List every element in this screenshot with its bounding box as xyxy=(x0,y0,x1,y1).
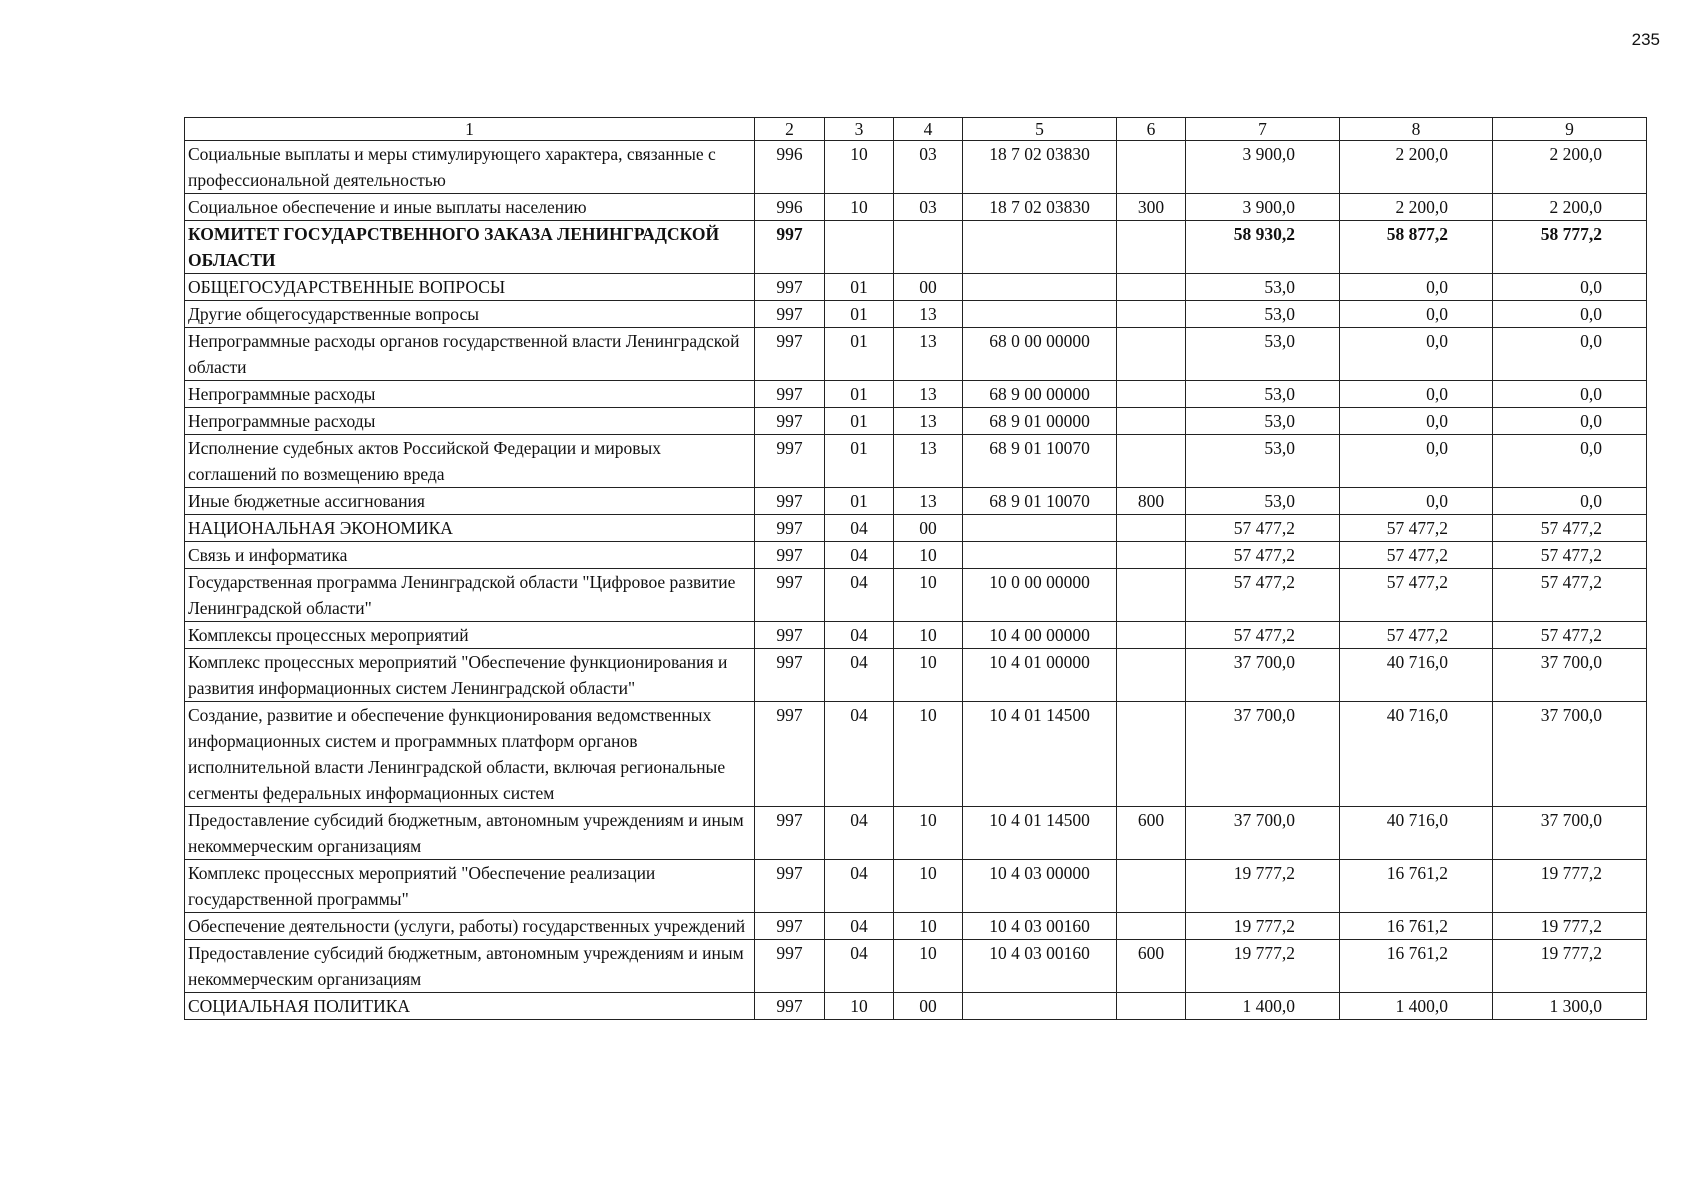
cell-name: Непрограммные расходы органов государственной власти Ленинградской области xyxy=(185,328,755,381)
cell-name: Создание, развитие и обеспечение функционирования ведомственных информационных систем и программных платформ органов исполнительной власти Ленинградской области, включая региональные сегменты федеральных информационных систем xyxy=(185,702,755,807)
cell-section: 04 xyxy=(825,913,894,940)
cell-amount-col7: 37 700,0 xyxy=(1186,807,1340,860)
cell-subsection: 13 xyxy=(894,328,963,381)
table-row xyxy=(185,542,1647,569)
cell-target-item: 10 4 00 00000 xyxy=(963,622,1117,649)
cell-amount-col9: 37 700,0 xyxy=(1493,649,1647,702)
cell-target-item xyxy=(963,993,1117,1020)
cell-amount-col7: 19 777,2 xyxy=(1186,940,1340,993)
cell-amount-col8: 1 400,0 xyxy=(1340,993,1493,1020)
cell-department-code: 997 xyxy=(755,301,825,328)
cell-subsection: 13 xyxy=(894,435,963,488)
cell-amount-col9: 37 700,0 xyxy=(1493,807,1647,860)
table-row xyxy=(185,860,1647,913)
cell-department-code: 996 xyxy=(755,194,825,221)
cell-amount-col8: 16 761,2 xyxy=(1340,940,1493,993)
cell-target-item: 10 0 00 00000 xyxy=(963,569,1117,622)
cell-department-code: 997 xyxy=(755,221,825,274)
cell-target-item: 10 4 01 14500 xyxy=(963,807,1117,860)
cell-department-code: 997 xyxy=(755,328,825,381)
cell-amount-col7: 57 477,2 xyxy=(1186,515,1340,542)
cell-amount-col8: 16 761,2 xyxy=(1340,913,1493,940)
cell-amount-col9: 57 477,2 xyxy=(1493,622,1647,649)
cell-amount-col7: 3 900,0 xyxy=(1186,194,1340,221)
cell-amount-col9: 0,0 xyxy=(1493,408,1647,435)
cell-section xyxy=(825,221,894,274)
cell-department-code: 997 xyxy=(755,860,825,913)
cell-target-item: 68 9 01 10070 xyxy=(963,488,1117,515)
cell-amount-col8: 57 477,2 xyxy=(1340,542,1493,569)
cell-amount-col8: 40 716,0 xyxy=(1340,649,1493,702)
column-header: 6 xyxy=(1117,118,1186,141)
cell-section: 01 xyxy=(825,408,894,435)
cell-expense-type xyxy=(1117,515,1186,542)
cell-expense-type xyxy=(1117,435,1186,488)
column-header: 8 xyxy=(1340,118,1493,141)
cell-department-code: 997 xyxy=(755,488,825,515)
table-row xyxy=(185,274,1647,301)
cell-amount-col8: 0,0 xyxy=(1340,274,1493,301)
cell-expense-type xyxy=(1117,274,1186,301)
budget-table xyxy=(184,117,1647,1020)
cell-target-item: 68 9 01 00000 xyxy=(963,408,1117,435)
cell-subsection xyxy=(894,221,963,274)
cell-expense-type: 600 xyxy=(1117,940,1186,993)
cell-expense-type xyxy=(1117,860,1186,913)
cell-target-item: 18 7 02 03830 xyxy=(963,194,1117,221)
cell-amount-col7: 53,0 xyxy=(1186,301,1340,328)
cell-amount-col8: 0,0 xyxy=(1340,488,1493,515)
cell-target-item xyxy=(963,221,1117,274)
table-row xyxy=(185,488,1647,515)
cell-name: Предоставление субсидий бюджетным, автономным учреждениям и иным некоммерческим организациям xyxy=(185,940,755,993)
cell-section: 10 xyxy=(825,141,894,194)
column-header: 9 xyxy=(1493,118,1647,141)
cell-section: 01 xyxy=(825,301,894,328)
cell-amount-col8: 0,0 xyxy=(1340,328,1493,381)
cell-department-code: 997 xyxy=(755,702,825,807)
header-row xyxy=(185,118,1647,141)
cell-amount-col8: 16 761,2 xyxy=(1340,860,1493,913)
cell-amount-col8: 57 477,2 xyxy=(1340,622,1493,649)
cell-department-code: 997 xyxy=(755,649,825,702)
table-row xyxy=(185,807,1647,860)
cell-target-item xyxy=(963,301,1117,328)
cell-department-code: 997 xyxy=(755,993,825,1020)
page-number: 235 xyxy=(1631,30,1660,49)
cell-amount-col7: 58 930,2 xyxy=(1186,221,1340,274)
cell-expense-type xyxy=(1117,408,1186,435)
table-row xyxy=(185,141,1647,194)
cell-name: Непрограммные расходы xyxy=(185,408,755,435)
cell-section: 10 xyxy=(825,194,894,221)
cell-amount-col7: 57 477,2 xyxy=(1186,542,1340,569)
cell-department-code: 997 xyxy=(755,940,825,993)
table-row xyxy=(185,194,1647,221)
cell-subsection: 10 xyxy=(894,622,963,649)
cell-department-code: 997 xyxy=(755,622,825,649)
cell-name: Комплексы процессных мероприятий xyxy=(185,622,755,649)
cell-amount-col8: 2 200,0 xyxy=(1340,194,1493,221)
cell-subsection: 03 xyxy=(894,194,963,221)
cell-department-code: 997 xyxy=(755,807,825,860)
cell-name: Непрограммные расходы xyxy=(185,381,755,408)
cell-name: КОМИТЕТ ГОСУДАРСТВЕННОГО ЗАКАЗА ЛЕНИНГРАДСКОЙ ОБЛАСТИ xyxy=(185,221,755,274)
cell-amount-col7: 3 900,0 xyxy=(1186,141,1340,194)
cell-department-code: 997 xyxy=(755,274,825,301)
cell-amount-col9: 0,0 xyxy=(1493,435,1647,488)
cell-amount-col9: 2 200,0 xyxy=(1493,141,1647,194)
cell-target-item: 10 4 03 00160 xyxy=(963,940,1117,993)
cell-amount-col9: 1 300,0 xyxy=(1493,993,1647,1020)
cell-amount-col9: 0,0 xyxy=(1493,301,1647,328)
cell-subsection: 00 xyxy=(894,993,963,1020)
cell-department-code: 997 xyxy=(755,515,825,542)
table-row xyxy=(185,328,1647,381)
cell-department-code: 997 xyxy=(755,381,825,408)
column-header: 4 xyxy=(894,118,963,141)
table-row xyxy=(185,622,1647,649)
cell-amount-col8: 40 716,0 xyxy=(1340,807,1493,860)
cell-amount-col9: 58 777,2 xyxy=(1493,221,1647,274)
cell-subsection: 10 xyxy=(894,860,963,913)
cell-amount-col8: 40 716,0 xyxy=(1340,702,1493,807)
cell-subsection: 00 xyxy=(894,515,963,542)
cell-name: Связь и информатика xyxy=(185,542,755,569)
table-row xyxy=(185,221,1647,274)
cell-name: Государственная программа Ленинградской области "Цифровое развитие Ленинградской области" xyxy=(185,569,755,622)
table-row xyxy=(185,435,1647,488)
cell-expense-type xyxy=(1117,328,1186,381)
cell-expense-type xyxy=(1117,993,1186,1020)
cell-section: 01 xyxy=(825,381,894,408)
table-row xyxy=(185,569,1647,622)
cell-section: 04 xyxy=(825,702,894,807)
cell-expense-type xyxy=(1117,221,1186,274)
cell-subsection: 03 xyxy=(894,141,963,194)
cell-target-item xyxy=(963,515,1117,542)
cell-amount-col9: 0,0 xyxy=(1493,274,1647,301)
cell-target-item: 10 4 03 00000 xyxy=(963,860,1117,913)
table-row xyxy=(185,649,1647,702)
table-row xyxy=(185,702,1647,807)
cell-amount-col7: 53,0 xyxy=(1186,274,1340,301)
cell-amount-col9: 37 700,0 xyxy=(1493,702,1647,807)
cell-amount-col7: 37 700,0 xyxy=(1186,702,1340,807)
cell-subsection: 10 xyxy=(894,702,963,807)
cell-amount-col7: 53,0 xyxy=(1186,381,1340,408)
cell-department-code: 996 xyxy=(755,141,825,194)
cell-expense-type xyxy=(1117,702,1186,807)
cell-name: Социальные выплаты и меры стимулирующего характера, связанные с профессиональной деятельностью xyxy=(185,141,755,194)
cell-amount-col9: 57 477,2 xyxy=(1493,569,1647,622)
cell-subsection: 10 xyxy=(894,542,963,569)
cell-amount-col7: 57 477,2 xyxy=(1186,622,1340,649)
cell-amount-col8: 0,0 xyxy=(1340,408,1493,435)
cell-amount-col9: 57 477,2 xyxy=(1493,542,1647,569)
cell-section: 04 xyxy=(825,940,894,993)
cell-section: 04 xyxy=(825,622,894,649)
cell-name: Иные бюджетные ассигнования xyxy=(185,488,755,515)
cell-amount-col7: 53,0 xyxy=(1186,408,1340,435)
cell-subsection: 13 xyxy=(894,408,963,435)
cell-amount-col7: 57 477,2 xyxy=(1186,569,1340,622)
table-row xyxy=(185,301,1647,328)
column-header: 2 xyxy=(755,118,825,141)
cell-name: Исполнение судебных актов Российской Федерации и мировых соглашений по возмещению вреда xyxy=(185,435,755,488)
cell-subsection: 10 xyxy=(894,913,963,940)
cell-amount-col9: 0,0 xyxy=(1493,381,1647,408)
cell-section: 04 xyxy=(825,569,894,622)
cell-amount-col7: 1 400,0 xyxy=(1186,993,1340,1020)
cell-name: НАЦИОНАЛЬНАЯ ЭКОНОМИКА xyxy=(185,515,755,542)
column-header: 1 xyxy=(185,118,755,141)
cell-amount-col8: 0,0 xyxy=(1340,381,1493,408)
cell-expense-type: 300 xyxy=(1117,194,1186,221)
cell-section: 01 xyxy=(825,488,894,515)
cell-name: Обеспечение деятельности (услуги, работы) государственных учреждений xyxy=(185,913,755,940)
cell-amount-col9: 0,0 xyxy=(1493,488,1647,515)
cell-amount-col8: 57 477,2 xyxy=(1340,569,1493,622)
cell-department-code: 997 xyxy=(755,569,825,622)
cell-section: 04 xyxy=(825,807,894,860)
cell-name: Другие общегосударственные вопросы xyxy=(185,301,755,328)
cell-amount-col7: 53,0 xyxy=(1186,328,1340,381)
cell-target-item: 10 4 01 14500 xyxy=(963,702,1117,807)
cell-subsection: 10 xyxy=(894,649,963,702)
cell-amount-col9: 19 777,2 xyxy=(1493,940,1647,993)
cell-department-code: 997 xyxy=(755,435,825,488)
cell-name: Предоставление субсидий бюджетным, автономным учреждениям и иным некоммерческим организациям xyxy=(185,807,755,860)
cell-name: Комплекс процессных мероприятий "Обеспечение реализации государственной программы" xyxy=(185,860,755,913)
cell-amount-col9: 19 777,2 xyxy=(1493,913,1647,940)
cell-section: 01 xyxy=(825,328,894,381)
cell-expense-type xyxy=(1117,913,1186,940)
table-row xyxy=(185,913,1647,940)
cell-expense-type xyxy=(1117,622,1186,649)
cell-amount-col7: 37 700,0 xyxy=(1186,649,1340,702)
cell-section: 04 xyxy=(825,860,894,913)
cell-expense-type xyxy=(1117,301,1186,328)
cell-subsection: 13 xyxy=(894,301,963,328)
cell-section: 10 xyxy=(825,993,894,1020)
cell-target-item: 18 7 02 03830 xyxy=(963,141,1117,194)
cell-amount-col8: 57 477,2 xyxy=(1340,515,1493,542)
cell-amount-col8: 0,0 xyxy=(1340,301,1493,328)
cell-amount-col7: 19 777,2 xyxy=(1186,860,1340,913)
cell-target-item xyxy=(963,542,1117,569)
column-header: 3 xyxy=(825,118,894,141)
cell-amount-col9: 2 200,0 xyxy=(1493,194,1647,221)
cell-target-item: 10 4 01 00000 xyxy=(963,649,1117,702)
cell-name: Социальное обеспечение и иные выплаты населению xyxy=(185,194,755,221)
cell-expense-type xyxy=(1117,569,1186,622)
table-row xyxy=(185,515,1647,542)
cell-department-code: 997 xyxy=(755,542,825,569)
cell-amount-col9: 57 477,2 xyxy=(1493,515,1647,542)
cell-name: СОЦИАЛЬНАЯ ПОЛИТИКА xyxy=(185,993,755,1020)
cell-amount-col8: 2 200,0 xyxy=(1340,141,1493,194)
cell-subsection: 10 xyxy=(894,569,963,622)
cell-expense-type xyxy=(1117,649,1186,702)
cell-section: 04 xyxy=(825,542,894,569)
cell-expense-type: 800 xyxy=(1117,488,1186,515)
cell-amount-col9: 0,0 xyxy=(1493,328,1647,381)
table-row xyxy=(185,381,1647,408)
cell-amount-col8: 58 877,2 xyxy=(1340,221,1493,274)
cell-target-item xyxy=(963,274,1117,301)
cell-subsection: 13 xyxy=(894,381,963,408)
cell-department-code: 997 xyxy=(755,913,825,940)
cell-amount-col7: 53,0 xyxy=(1186,488,1340,515)
cell-target-item: 68 9 01 10070 xyxy=(963,435,1117,488)
cell-amount-col8: 0,0 xyxy=(1340,435,1493,488)
cell-amount-col7: 19 777,2 xyxy=(1186,913,1340,940)
cell-subsection: 00 xyxy=(894,274,963,301)
cell-amount-col7: 53,0 xyxy=(1186,435,1340,488)
cell-expense-type: 600 xyxy=(1117,807,1186,860)
cell-expense-type xyxy=(1117,141,1186,194)
cell-section: 01 xyxy=(825,274,894,301)
cell-target-item: 10 4 03 00160 xyxy=(963,913,1117,940)
cell-section: 04 xyxy=(825,649,894,702)
cell-name: ОБЩЕГОСУДАРСТВЕННЫЕ ВОПРОСЫ xyxy=(185,274,755,301)
column-header: 5 xyxy=(963,118,1117,141)
table-row xyxy=(185,940,1647,993)
column-header: 7 xyxy=(1186,118,1340,141)
table-body xyxy=(185,141,1647,1020)
cell-name: Комплекс процессных мероприятий "Обеспечение функционирования и развития информационных систем Ленинградской области" xyxy=(185,649,755,702)
cell-subsection: 10 xyxy=(894,940,963,993)
cell-department-code: 997 xyxy=(755,408,825,435)
cell-target-item: 68 0 00 00000 xyxy=(963,328,1117,381)
cell-section: 01 xyxy=(825,435,894,488)
cell-subsection: 10 xyxy=(894,807,963,860)
cell-expense-type xyxy=(1117,542,1186,569)
cell-amount-col9: 19 777,2 xyxy=(1493,860,1647,913)
cell-target-item: 68 9 00 00000 xyxy=(963,381,1117,408)
cell-subsection: 13 xyxy=(894,488,963,515)
cell-expense-type xyxy=(1117,381,1186,408)
table-row xyxy=(185,408,1647,435)
table-row xyxy=(185,993,1647,1020)
cell-section: 04 xyxy=(825,515,894,542)
